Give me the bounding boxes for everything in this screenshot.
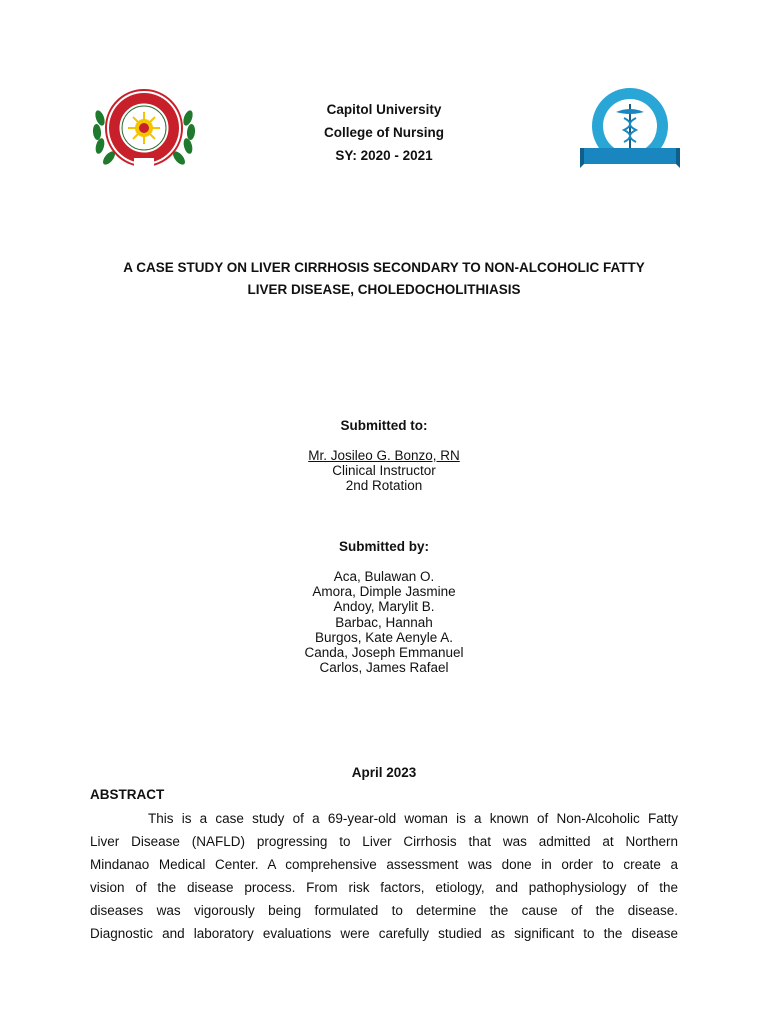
submitted-by-label: Submitted by: (339, 539, 429, 554)
title-line-1: A CASE STUDY ON LIVER CIRRHOSIS SECONDARY TO NON-ALCOHOLIC FATTY (123, 260, 645, 275)
document-date: April 2023 (351, 765, 417, 780)
case-study-title (80, 257, 688, 301)
school-year: SY: 2020 - 2021 (335, 148, 433, 163)
college-name: College of Nursing (323, 125, 444, 140)
list-item: Aca, Bulawan O. (333, 569, 435, 584)
abstract-line: Liver Disease (NAFLD) progressing to Liver Cirrhosis that was admitted at Northern (90, 834, 678, 849)
instructor-rotation: 2nd Rotation (345, 478, 423, 494)
abstract-heading: ABSTRACT (90, 787, 165, 802)
instructor-block (0, 448, 768, 494)
list-item: Burgos, Kate Aenyle A. (314, 629, 454, 645)
list-item: Barbac, Hannah (335, 614, 433, 630)
abstract-body (90, 807, 678, 945)
instructor-role: Clinical Instructor (332, 463, 436, 479)
members-list (0, 569, 768, 675)
abstract-line: Diagnostic and laboratory evaluations were carefully studied as significant to the disease (90, 926, 678, 941)
list-item: Amora, Dimple Jasmine (312, 584, 456, 600)
list-item: Andoy, Marylit B. (333, 599, 435, 615)
list-item: Canda, Joseph Emmanuel (304, 645, 464, 661)
instructor-name: Mr. Josileo G. Bonzo, RN (308, 448, 460, 463)
abstract-line: diseases was vigorously being formulated to determine the cause of the disease. (90, 903, 678, 918)
abstract-line: vision of the disease process. From risk factors, etiology, and pathophysiology of the (90, 880, 678, 895)
abstract-line: Mindanao Medical Center. A comprehensive assessment was done in order to create a (90, 857, 678, 872)
title-line-2: LIVER DISEASE, CHOLEDOCHOLITHIASIS (247, 282, 521, 297)
document-header (0, 98, 768, 167)
submitted-to-label: Submitted to: (340, 418, 428, 433)
university-name: Capitol University (326, 102, 442, 117)
abstract-line: This is a case study of a 69-year-old woman is a known of Non-Alcoholic Fatty (148, 811, 678, 826)
list-item: Carlos, James Rafael (319, 660, 449, 676)
